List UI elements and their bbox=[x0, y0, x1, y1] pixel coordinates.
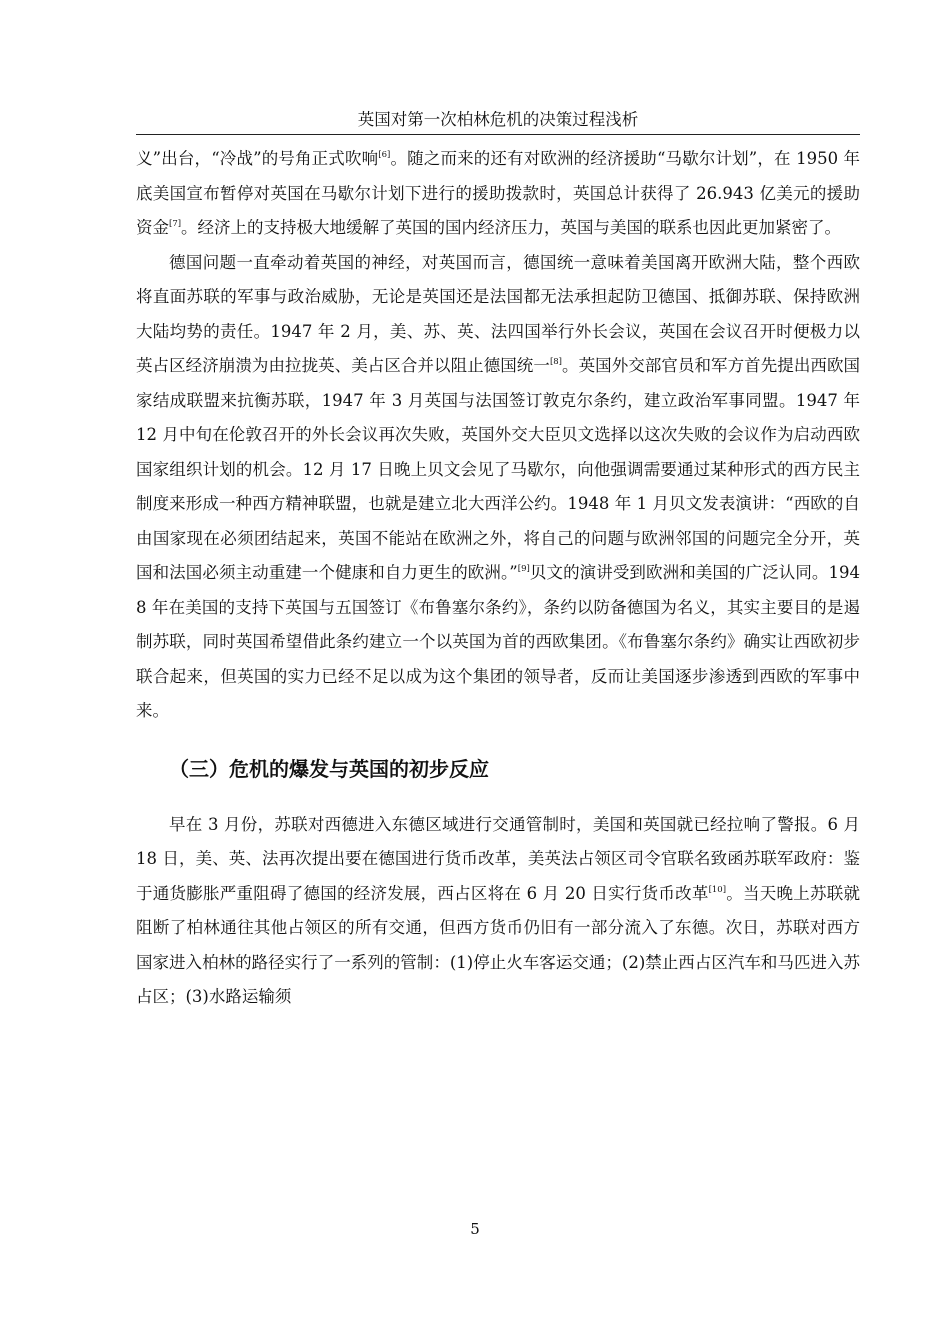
citation-ref: [6] bbox=[378, 150, 391, 160]
citation-ref: [7] bbox=[169, 219, 182, 229]
paragraph-text: 。经济上的支持极大地缓解了英国的国内经济压力，英国与美国的联系也因此更加紧密了。 bbox=[181, 218, 842, 237]
citation-ref: [8] bbox=[549, 357, 562, 367]
paragraph-text: 。英国外交部官员和军方首先提出西欧国家结成联盟来抗衡苏联，1947 年 3 月英国与法国签订敦克尔条约，建立政治军事同盟。1947 年 12 月中旬在伦敦召开的外长会议再次失败，英国外交大臣贝文选择以这次失败的会议作为启动西欧国家组织计划的机会。12 月 17 日晚上贝文会见了马歇尔，向他强调需要通过某种形式的西方民主制度来形成一种西方精神联盟，也就是建立北大西洋公约。1948 年 1 月贝文发表演讲：“西欧的自由国家现在必须团结起来，英国不能站在欧洲之外，将自己的问题与欧洲邻国的问题完全分开，英国和法国必须主动重建一个健康和自力更生的欧洲。” bbox=[136, 356, 861, 582]
paragraph-marshall-plan bbox=[136, 142, 860, 246]
citation-ref: [9] bbox=[517, 564, 530, 574]
section-heading: （三）危机的爆发与英国的初步反应 bbox=[169, 756, 489, 781]
citation-ref: [10] bbox=[708, 884, 727, 895]
paragraph-text: 德国问题一直牵动着英国的神经，对英国而言，德国统一意味着美国离开欧洲大陆，整个西欧将直面苏联的军事与政治威胁，无论是英国还是法国都无法承担起防卫德国、抵御苏联、保持欧洲大陆均势的责任。1947 年 2 月，美、苏、英、法四国举行外长会议，英国在会议召开时便极力以英占区经济崩溃为由拉拢英、美占区合并以阻止德国统一 bbox=[136, 252, 860, 375]
running-header: 英国对第一次柏林危机的决策过程浅析 bbox=[136, 110, 860, 135]
paragraph-german-question bbox=[136, 246, 860, 729]
page-number: 5 bbox=[470, 1220, 480, 1238]
paragraph-crisis-outbreak bbox=[136, 808, 860, 1015]
paragraph-text: 。随之而来的还有对欧洲的经济援助“马歇尔计划”，在 1950 年底美国宣布暂停对英国在马歇尔计划下进行的援助拨款时，英国总计获得了 26.943 亿美元的援助资金 bbox=[136, 149, 860, 237]
page-body bbox=[136, 142, 860, 1015]
paragraph-text: 义”出台，“冷战”的号角正式吹响 bbox=[136, 149, 379, 168]
paragraph-text: 早在 3 月份，苏联对西德进入东德区域进行交通管制时，美国和英国就已经拉响了警报。6 月 18 日，美、英、法再次提出要在德国进行货币改革，美英法占领区司令官联名致函苏联军政府：鉴于通货膨胀严重阻碍了德国的经济发展，西占区将在 6 月 20 日实行货币改革 bbox=[136, 814, 860, 903]
paragraph-text: 。当天晚上苏联就阻断了柏林通往其他占领区的所有交通，但西方货币仍旧有一部分流入了东德。次日，苏联对西方国家进入柏林的路径实行了一系列的管制：(1)停止火车客运交通；(2)禁止西占区汽车和马匹进入苏占区；(3)水路运输须 bbox=[136, 883, 860, 1006]
paragraph-text: 贝文的演讲受到欧洲和美国的广泛认同。1948 年在美国的支持下英国与五国签订《布鲁塞尔条约》，条约以防备德国为名义，其实主要目的是遏制苏联，同时英国希望借此条约建立一个以英国为首的西欧集团。《布鲁塞尔条约》确实让西欧初步联合起来，但英国的实力已经不足以成为这个集团的领导者，反而让美国逐步渗透到西欧的军事中来。 bbox=[136, 563, 860, 720]
